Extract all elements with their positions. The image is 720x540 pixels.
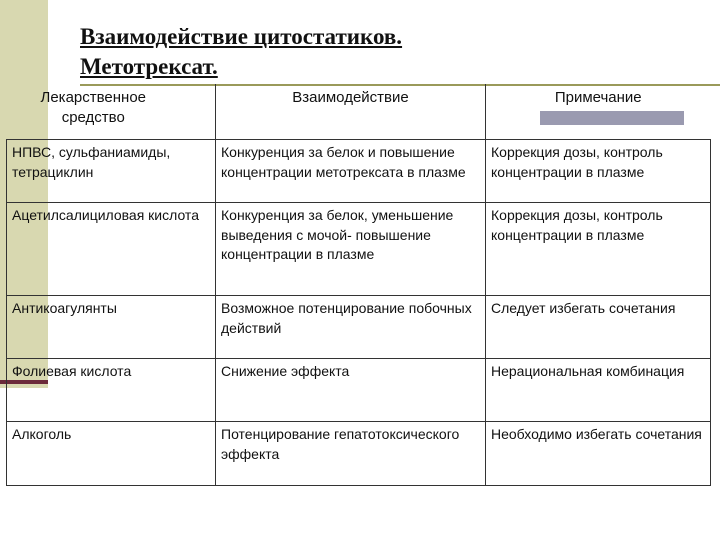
- cell-drug: Алкоголь: [7, 422, 216, 486]
- cell-note: Необходимо избегать сочетания: [486, 422, 711, 486]
- interaction-table: [6, 84, 711, 486]
- cell-interaction: Потенцирование гепатотоксического эффекта: [216, 422, 486, 486]
- slide-title: [80, 22, 402, 82]
- cell-drug: Фолиевая кислота: [7, 359, 216, 422]
- cell-drug: Ацетилсалициловая кислота: [7, 203, 216, 296]
- cell-note: Следует избегать сочетания: [486, 296, 711, 359]
- cell-interaction: Конкуренция за белок, уменьшение выведения с мочой- повышение концентрации в плазме: [216, 203, 486, 296]
- cell-note: Коррекция дозы, контроль концентрации в плазме: [486, 140, 711, 203]
- cell-note: Коррекция дозы, контроль концентрации в плазме: [486, 203, 711, 296]
- cell-note: Нерациональная комбинация: [486, 359, 711, 422]
- header-drug: Лекарственное средство: [7, 84, 216, 140]
- cell-drug: НПВС, сульфаниамиды, тетрациклин: [7, 140, 216, 203]
- header-interaction: Взаимодействие: [216, 84, 486, 140]
- table-header-row: [7, 84, 711, 140]
- cell-interaction: Возможное потенцирование побочных действий: [216, 296, 486, 359]
- table-row: [7, 140, 711, 203]
- table-row: [7, 422, 711, 486]
- slide-title-line-1: Взаимодействие цитостатиков.: [80, 24, 403, 49]
- table-row: [7, 296, 711, 359]
- slide-title-line-2: Метотрексат.: [80, 54, 218, 79]
- table-row: [7, 359, 711, 422]
- table-row: [7, 203, 711, 296]
- cell-interaction: Снижение эффекта: [216, 359, 486, 422]
- header-note: Примечание: [486, 84, 711, 140]
- cell-interaction: Конкуренция за белок и повышение концентрации метотрексата в плазме: [216, 140, 486, 203]
- cell-drug: Антикоагулянты: [7, 296, 216, 359]
